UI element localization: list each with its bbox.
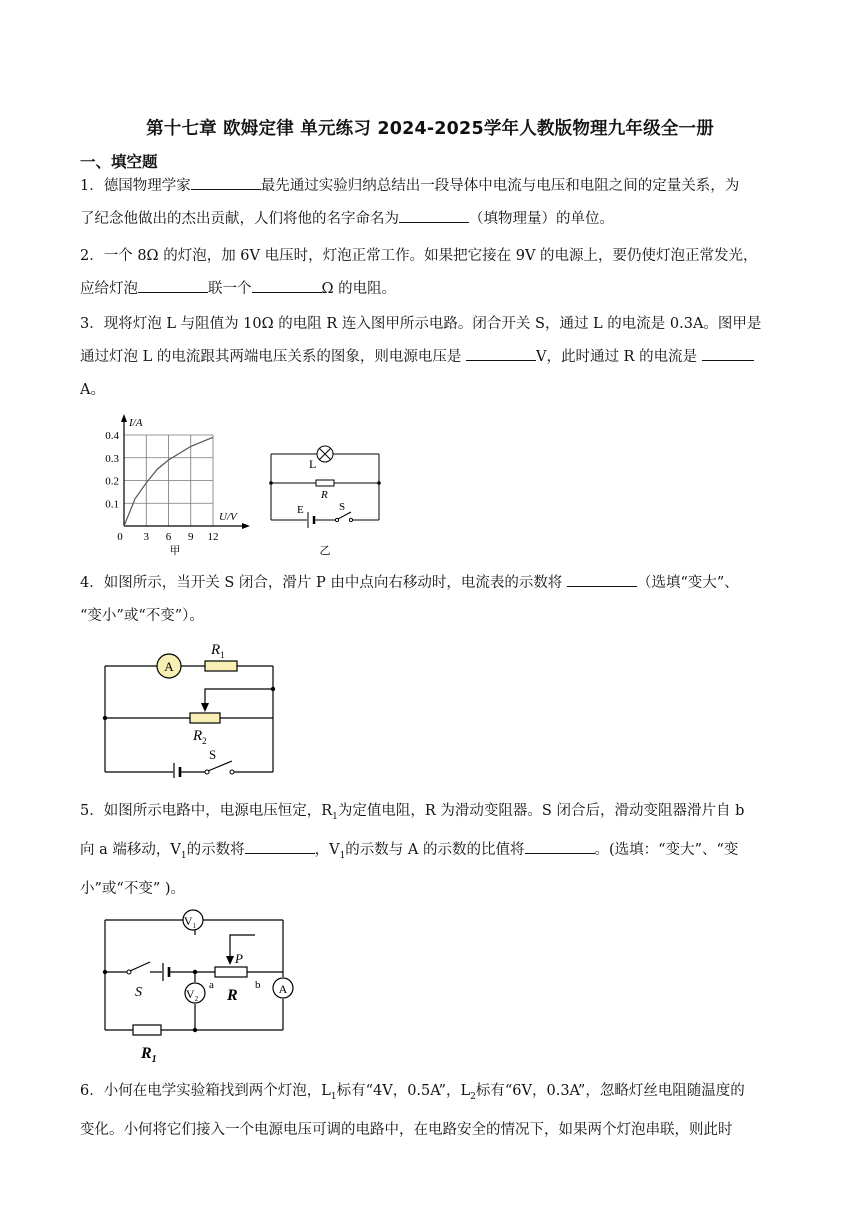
x-tick-label: 3 — [143, 531, 149, 543]
end-a-label: a — [209, 979, 214, 991]
question-3-line-1: 3．现将灯泡 L 与阻值为 10Ω 的电阻 R 连入图甲所示电路。闭合开关 S，通过 L 的电流是 0.3A。图甲是 — [80, 316, 762, 332]
svg-text:V1: $V_1$ — [183, 914, 197, 930]
r1-label: $R_1$ — [211, 642, 225, 660]
question-2-line-2: 应给灯泡 联一个 Ω 的电阻。 — [80, 273, 812, 306]
switch-symbol — [335, 512, 352, 522]
answer-blank[interactable] — [702, 345, 754, 361]
circuit-q5 — [95, 905, 300, 1065]
resistor-symbol — [316, 480, 334, 486]
section-heading: 一、填空题 — [80, 153, 158, 171]
question-5-line-3: 小”或“不变” )。 — [80, 880, 186, 897]
question-6-line-1: 6．小何在电学实验箱找到两个灯泡，$L_1$标有“4V，0.5A”，$L_2$标有“6V，0.3A”，忽略灯丝电阻随温度的 — [80, 1083, 745, 1102]
question-2-line-1: 2．一个 8Ω 的灯泡，加 6V 电压时，灯泡正常工作。如果把它接在 9V 的电源上，要仍使灯泡正常发光， — [80, 248, 758, 264]
resistor-label: R — [321, 489, 328, 501]
question-6-line-2: 变化。小何将它们接入一个电源电压可调的电路中，在电路安全的情况下，如果两个灯泡串联，则此时 — [80, 1121, 733, 1138]
y-axis-arrow — [121, 414, 127, 422]
question-4-line-2: “变小”或“不变”）。 — [80, 608, 204, 624]
battery-symbol — [163, 963, 169, 981]
question-4-line-1: 4．如图所示，当开关 S 闭合，滑片 P 由中点向右移动时，电流表的示数将 （选填“变大”、 — [80, 567, 812, 600]
y-axis-label: I/A — [129, 417, 143, 429]
answer-blank[interactable] — [466, 345, 536, 361]
question-1-line-2: 了纪念他做出的杰出贡献，人们将他的名字命名为 （填物理量）的单位。 — [80, 203, 812, 236]
circuit-yi — [265, 440, 390, 558]
question-1 — [80, 170, 812, 236]
x-tick-label: 0 — [117, 531, 123, 543]
resistor-r1 — [205, 661, 237, 671]
question-2 — [80, 240, 812, 306]
question-3-line-2: 通过灯泡 L 的电流跟其两端电压关系的图象，则电源电压是 V，此时通过 R 的电流是 — [80, 341, 812, 374]
x-axis-arrow — [242, 523, 250, 529]
slider-label: P — [235, 951, 243, 966]
page-title: 第十七章 欧姆定律 单元练习 2024-2025学年人教版物理九年级全一册 — [146, 119, 714, 139]
y-tick-label: 0.1 — [105, 498, 119, 511]
x-tick-label: 12 — [207, 531, 219, 543]
ammeter-symbol — [273, 978, 293, 998]
rheostat-label: R — [227, 987, 238, 1004]
figure-caption-yi: 乙 — [319, 545, 331, 557]
rheostat-r2 — [190, 713, 220, 723]
voltmeter-v2 — [185, 983, 205, 1003]
question-6 — [80, 1075, 812, 1147]
y-tick-label: 0.4 — [105, 430, 119, 442]
switch-symbol — [205, 761, 234, 774]
y-tick-label: 0.2 — [105, 475, 119, 488]
x-axis-label: U/V — [219, 511, 237, 523]
question-5-line-2: 向 a 端移动，$V_1$的示数将 ，$V_1$的示数与 A 的示数的比值将 。(选填：“变大”、“变 — [80, 834, 812, 873]
x-tick-label: 9 — [188, 531, 194, 543]
figure-caption-jia: 甲 — [169, 545, 181, 557]
battery-label: E — [297, 504, 304, 516]
resistor-r1 — [133, 1025, 161, 1035]
end-b-label: b — [255, 979, 261, 991]
answer-blank[interactable] — [191, 174, 261, 190]
question-5-line-1: 5．如图所示电路中，电源电压恒定，$R_1$为定值电阻，R 为滑动变阻器。S 闭合后，滑动变阻器滑片自 b — [80, 803, 745, 822]
question-5 — [80, 795, 812, 906]
voltmeter-v1 — [183, 910, 203, 930]
question-1-line-1: 1．德国物理学家 最先通过实验归纳总结出一段导体中电流与电压和电阻之间的定量关系，为 — [80, 170, 812, 203]
lamp-label: L — [309, 457, 317, 471]
iu-graph — [95, 412, 255, 560]
x-tick-label: 6 — [165, 531, 172, 543]
answer-blank[interactable] — [252, 277, 322, 293]
answer-blank[interactable] — [245, 838, 315, 854]
svg-text:V2: $V_2$ — [185, 987, 199, 1003]
svg-text:A: A — [164, 659, 174, 674]
switch-label: S — [209, 747, 217, 762]
answer-blank[interactable] — [567, 571, 637, 587]
answer-blank[interactable] — [399, 207, 469, 223]
battery-symbol — [174, 763, 180, 778]
circuit-q4 — [95, 636, 285, 778]
graph-grid — [124, 435, 213, 526]
answer-blank[interactable] — [525, 838, 595, 854]
switch-label: S — [135, 985, 142, 1000]
question-3 — [80, 308, 812, 407]
r2-label: $R_2$ — [193, 728, 207, 746]
rheostat-r — [215, 967, 247, 977]
question-3-line-3: A。 — [80, 382, 105, 398]
y-tick-label: 0.3 — [105, 452, 119, 465]
lamp-symbol — [317, 446, 333, 462]
switch-label: S — [339, 501, 346, 513]
switch-symbol — [127, 962, 150, 974]
battery-symbol — [308, 512, 314, 528]
svg-text:A: A — [278, 982, 288, 996]
answer-blank[interactable] — [138, 277, 208, 293]
r1-label: $R_1$ — [141, 1045, 157, 1065]
ammeter-symbol — [157, 654, 181, 678]
question-4 — [80, 567, 812, 633]
